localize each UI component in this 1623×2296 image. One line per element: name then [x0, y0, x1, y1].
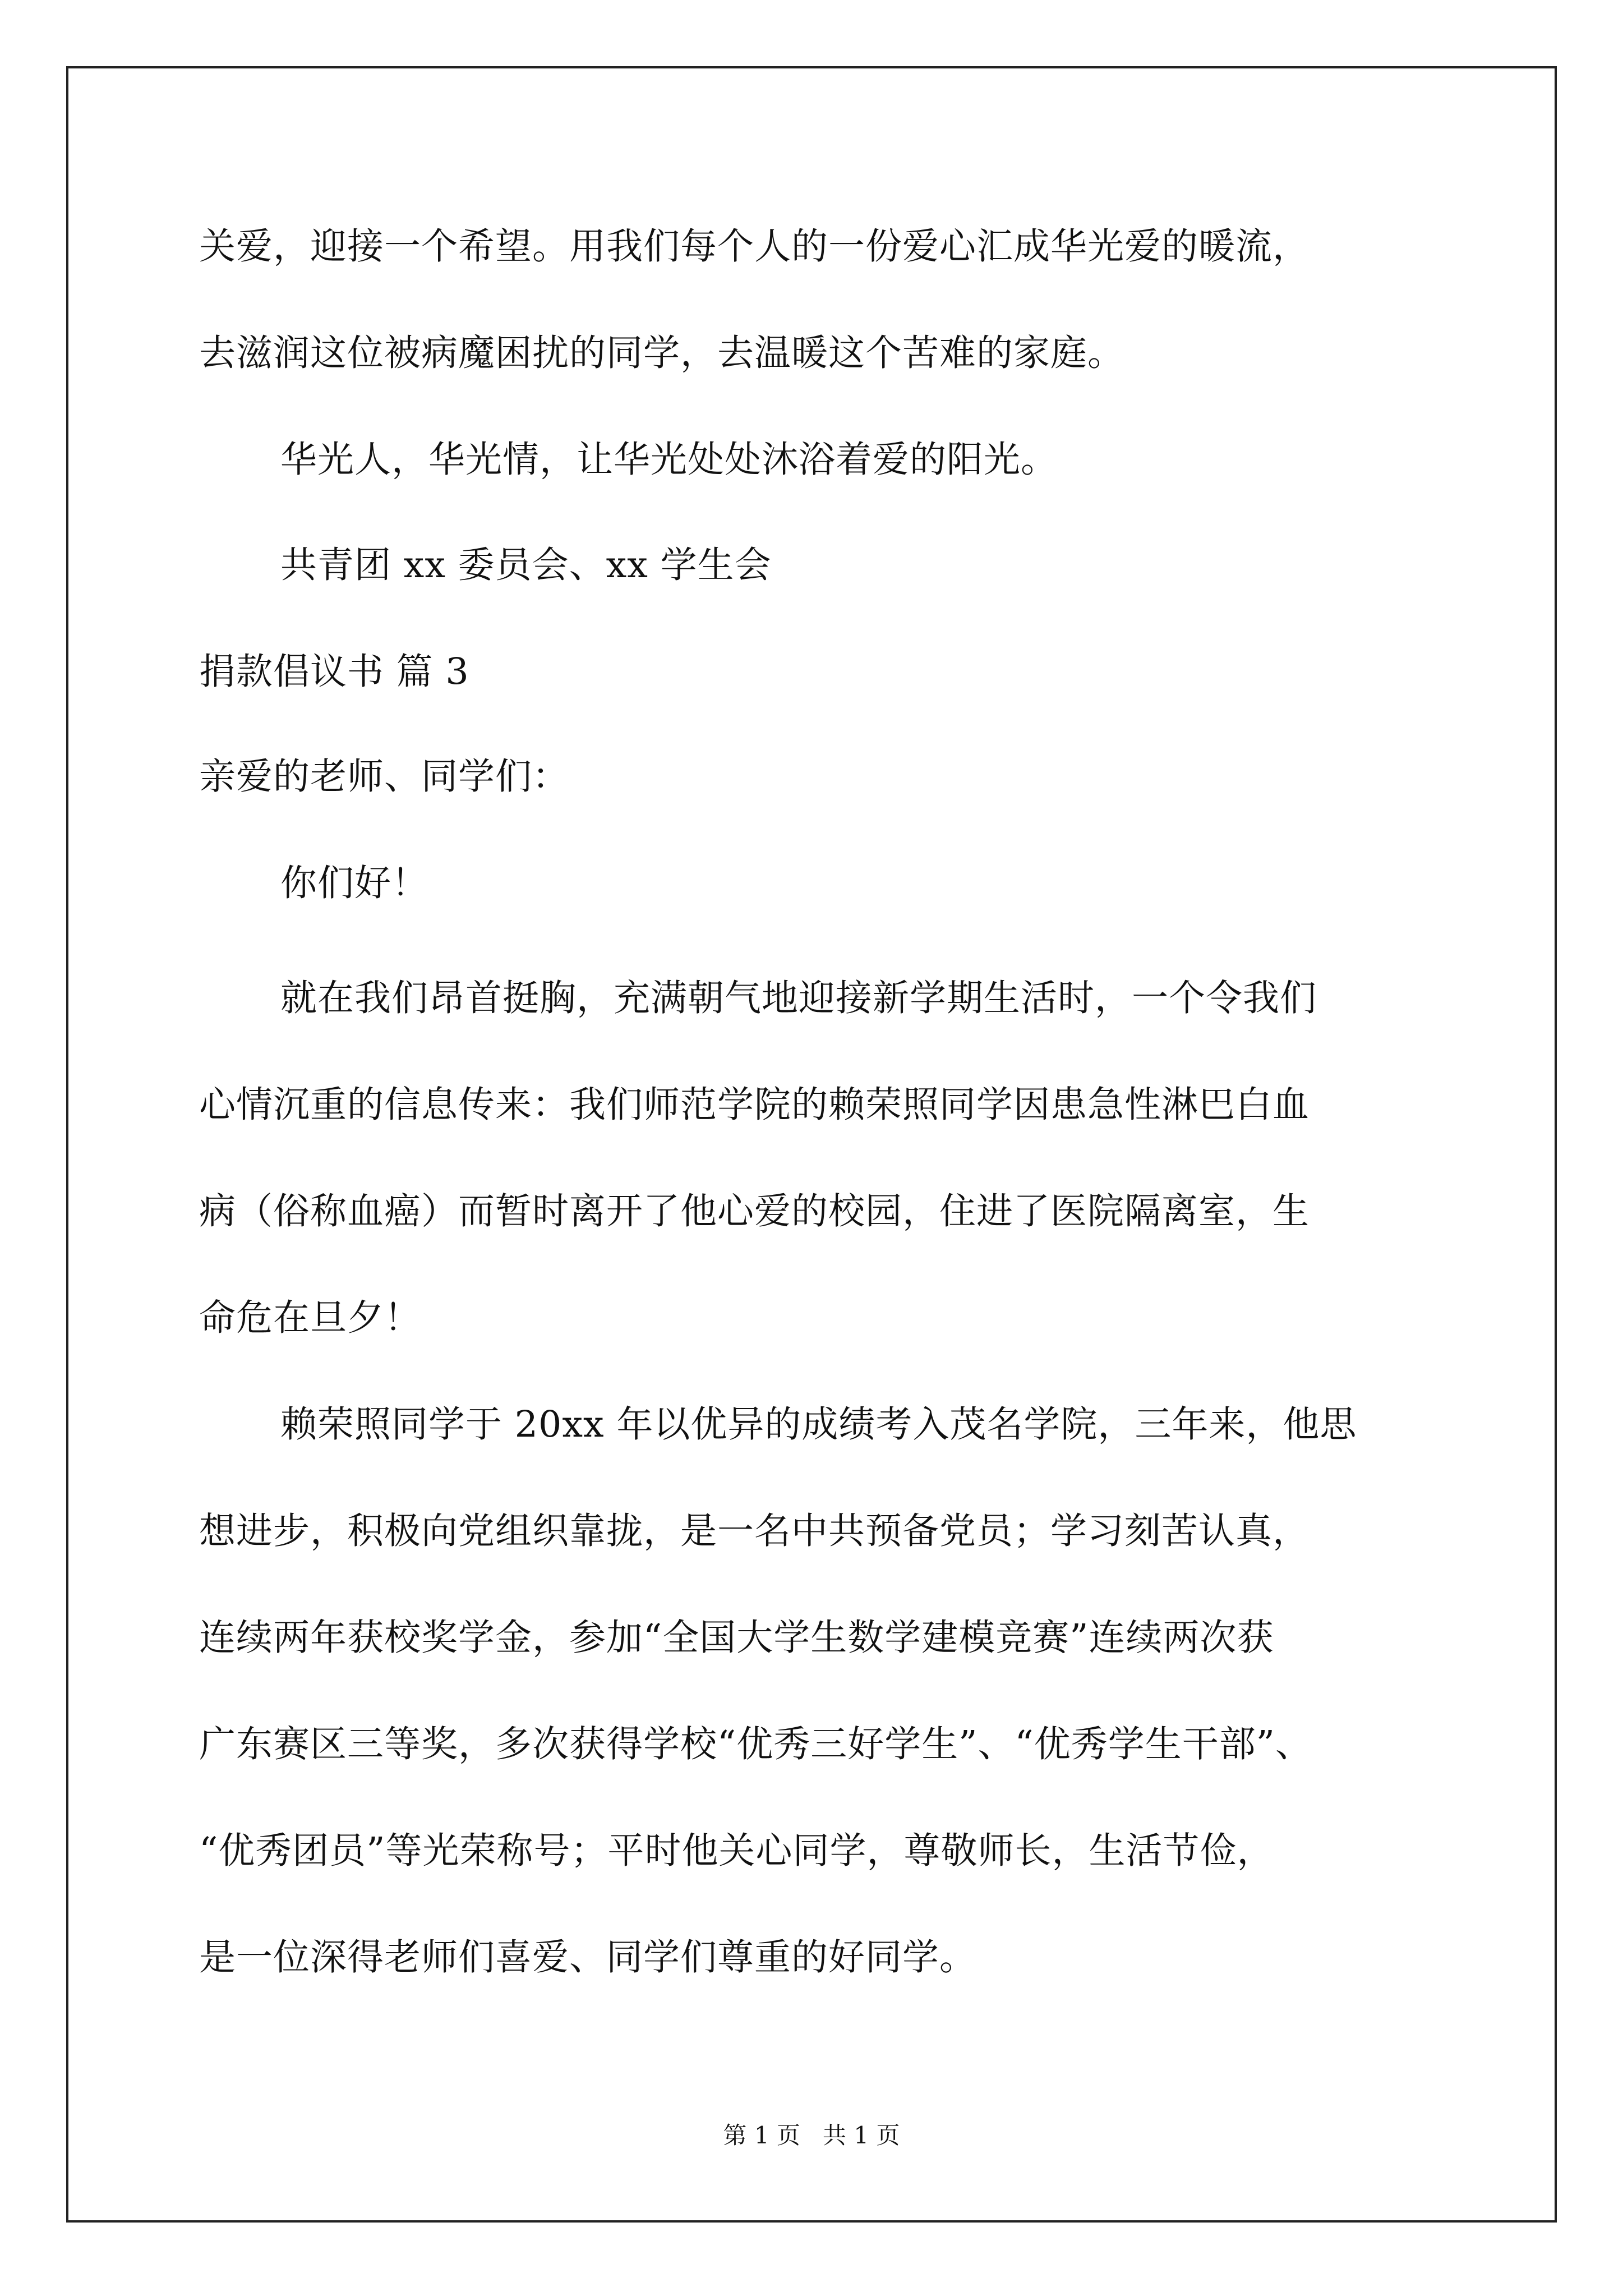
text-line: 就在我们昂首挺胸，充满朝气地迎接新学期生活时，一个令我们 — [280, 977, 1317, 1019]
greeting: 你们好！ — [280, 862, 429, 904]
section-heading: 捐款倡议书 篇 3 — [199, 651, 469, 693]
text-line: 华光人，华光情，让华光处处沐浴着爱的阳光。 — [280, 439, 1058, 481]
text-line: 去滋润这位被病魔困扰的同学，去温暖这个苦难的家庭。 — [199, 332, 1125, 374]
text-line: 心情沉重的信息传来：我们师范学院的赖荣照同学因患急性淋巴白血 — [199, 1084, 1310, 1126]
text-line: 命危在旦夕！ — [199, 1297, 422, 1339]
page-number: 第 1 页 共 1 页 — [723, 2122, 900, 2149]
text-line: 想进步，积极向党组织靠拢，是一名中共预备党员；学习刻苦认真， — [199, 1510, 1310, 1552]
text-line: 共青团 xx 委员会、xx 学生会 — [280, 544, 772, 586]
text-line: 关爱，迎接一个希望。用我们每个人的一份爱心汇成华光爱的暖流， — [199, 226, 1310, 268]
salutation: 亲爱的老师、同学们： — [199, 756, 570, 798]
text-line: 是一位深得老师们喜爱、同学们尊重的好同学。 — [199, 1936, 977, 1978]
text-line: 连续两年获校奖学金，参加“全国大学生数学建模竞赛”连续两次获 — [199, 1617, 1274, 1659]
page-border — [66, 66, 1557, 2223]
text-line: 赖荣照同学于 20xx 年以优异的成绩考入茂名学院，三年来，他思 — [280, 1404, 1357, 1446]
text-line: “优秀团员”等光荣称号；平时他关心同学，尊敬师长，生活节俭， — [199, 1830, 1274, 1872]
text-line: 广东赛区三等奖，多次获得学校“优秀三好学生”、“优秀学生干部”、 — [199, 1723, 1312, 1765]
text-line: 病（俗称血癌）而暂时离开了他心爱的校园，住进了医院隔离室，生 — [199, 1190, 1310, 1232]
